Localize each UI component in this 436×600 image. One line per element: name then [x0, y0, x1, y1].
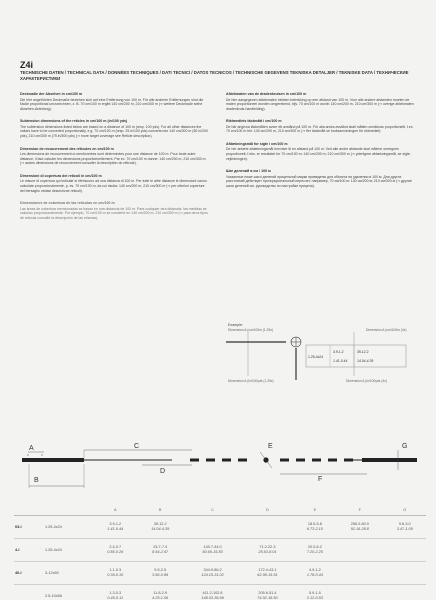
reticle-dash — [238, 459, 247, 462]
section-heading: Afdækningsmål for sigte i cm/100 m — [226, 141, 288, 146]
right-column — [226, 92, 416, 197]
table-header: B — [136, 504, 183, 516]
table-cell-g — [384, 585, 427, 600]
table-cell-g — [384, 539, 427, 562]
table-cell-e: 5.9-1.5 2.12-0.53 — [294, 585, 336, 600]
section-text: Les dimensions de recouvrement ci-mentionnées sont déterminées pour une distance de 100 m. Pour toute autre distance, il faut calculer les dimensions proportionnellement. Par ex. 70 cm/100 m donne: 140 cm/200 m, 210 cm/300 m (⇒ autres dimensions de recouvrement consulter la description du réticule). — [20, 152, 206, 166]
section-da — [226, 142, 416, 161]
table-row — [14, 562, 426, 585]
reticle-dash — [206, 459, 215, 462]
table-cell-b: 9.9-2.5 3.56-0.89 — [136, 562, 183, 585]
table-cell-e: 18.5-5.8 6.73-2.10 — [294, 516, 336, 539]
table-cell-d: 71.2-22.3 25.63-8.01 — [241, 539, 293, 562]
reticle-left-thick-bar — [22, 458, 84, 462]
example-label: Example: — [228, 323, 243, 327]
dim-a-right-label: Dimension A (cm/100m (4x) — [366, 328, 407, 332]
table-cell-f — [336, 562, 383, 585]
table-cell-d: 205.6-51.4 74.02-18.50 — [241, 585, 293, 600]
example-cell: 3.9-1.2 — [333, 350, 344, 354]
section-heading: Afdekmaten van de dradenkruisen in cm/100 m — [226, 92, 307, 96]
table-cell-f — [336, 585, 383, 600]
table-cell-model: 4-I — [14, 539, 44, 562]
section-en — [20, 119, 210, 138]
table-cell-e: 20.0-6.2 7.20-2.25 — [294, 539, 336, 562]
table-cell-magnification: 3-12x50 — [44, 562, 94, 585]
page-subtitle: TECHNISCHE DATEN / TECHNICAL DATA / DONNÉES TECHNIQUES / DATI TECNICI / DATOS TECNICOS / TECHNISCHE GEGEVENS TEKNISKA DETALJER / TEKNISKE DATA / ТЕХНИЧЕСКИЕ ХАРАКТЕРИСТИКИ — [20, 70, 409, 81]
table-cell-b: 39-12.2 14.04-4.39 — [136, 516, 183, 539]
section-text: Указанные ниже шаги делений прицельной марки приведены для объекта на удалении в 100 м. Для других расстояний действует пропорциональный пересчет, например, 70 см/100 м: 140 см/200 м; 210 см/300 м (⇒ другие шаги делений см. руководство по настройке прицела). — [226, 174, 412, 188]
section-heading: Subtension dimensions of the reticles in cm/100 m (in/100 yds) — [20, 119, 128, 124]
table-cell-a: 2.4-0.7 0.85-0.26 — [94, 539, 136, 562]
table-cell-a: 1.3-0.3 0.45-0.11 — [94, 585, 136, 600]
left-column — [20, 92, 210, 228]
table-cell-c: 140.7-44.0 50.65-15.83 — [184, 539, 241, 562]
table-header — [14, 504, 44, 516]
table-header: A — [94, 504, 136, 516]
section-text: The subtension dimensions listed below are based on a distance of 100 m (resp. 100 yds). For all other distances the values have to be converted proportionally, e.g. 70 cm/100 m (resp. 25 in/100 yds) converts into 140 cm/200 m (50 in/200 yds), 210 cm/300 m (75 in/300 yds) (⇒ more target coverage see Reticle description). — [20, 124, 208, 138]
reticle-dash — [312, 459, 321, 462]
dim-label-a: A — [29, 445, 34, 452]
table-row — [14, 516, 426, 539]
table-cell-c: 344.9-86.2 124.15-31.02 — [184, 562, 241, 585]
dim-label-f: F — [318, 476, 323, 483]
reticle-right-thick-bar — [362, 458, 417, 462]
section-text: De hier aangegeven afdekmaten hebben betrekking op een afstand van 100 m. Voor alle andere afstanden moeten de maten proportioneel worden omgerekend, bijv. 70 cm/100 m wordt: 140 cm/200 m, 210 cm/300 m (⇒ overige afdekmaten dradenkruis-handleiding). — [226, 97, 414, 111]
section-heading: Шаг делений в см / 100 м — [226, 169, 271, 174]
dim-a-top-label: Dimension A (cm/100m (1.25x) — [228, 328, 274, 332]
table-cell-e: 4.9-1.2 1.78-0.44 — [294, 562, 336, 585]
section-it — [20, 174, 210, 193]
reticle-dash — [344, 459, 353, 462]
table-cell-a: 1.1-0.3 0.39-0.10 — [94, 562, 136, 585]
section-sv — [226, 119, 416, 134]
table-header — [44, 504, 94, 516]
reticle-dash — [190, 459, 199, 462]
section-text: Le misure di copertura qui indicate si riferiscono ad una distanza di 100 m. Per tutte le altre distanze le dimensioni vanno calcolate proporzionalmente, p. es. 70 cm/100 m, da cui risulta: 140 cm/200 m; 210 cm/300 m (⇒ per ulteriori coperture del bersaglio vedasi descrizione reticoli). — [20, 179, 207, 193]
table-cell-c: 411.2-102.8 148.03-36.99 — [184, 585, 241, 600]
reticle-dash — [222, 459, 231, 462]
table-header: F — [336, 504, 383, 516]
reticle-dash — [328, 459, 337, 462]
section-heading: Dimensioni di copertura dei reticoli in cm/100 m — [20, 173, 102, 178]
reticle-dimensions-diagram — [22, 428, 417, 490]
table-cell-model — [14, 585, 44, 600]
section-ru — [226, 169, 416, 188]
section-de — [20, 92, 210, 111]
table-cell-f: 256.0-80.0 92.16-28.8 — [336, 516, 383, 539]
reticle-spec-table — [14, 504, 426, 600]
table-header: E — [294, 504, 336, 516]
table-header: G — [384, 504, 427, 516]
table-row — [14, 585, 426, 600]
section-text: De här angivna täckmåtten avser ett avstånd på 100 m. För alla andra avstånd skall måtten omräknas proportionellt, t.ex. 70 cm/100 m blir: 140 cm/200 m, 210 cm/300 m (⇒ fler täckmått se bruksanvisningen för riktmedlet). — [226, 124, 414, 134]
example-mag: 1.25-4x24 — [308, 355, 324, 359]
table-cell-model: 03-I — [14, 516, 44, 539]
dim-label-b: B — [34, 477, 39, 484]
table-cell-magnification: 2.5-10x56 — [44, 585, 94, 600]
section-text: Las áreas de cobertura mencionadas se basan en una distancia de 100 m. Para cualquier otra distancia, las medidas se calculan proporcionalmente. Por ejemplo, 70 cm/100 m se convierte en 140 cm/200 m, 210 cm/300 m (⇒ para otros tipos de retícula consulte la descripción de las mismas). — [20, 206, 208, 220]
table-cell-g: 9.6-3.0 3.47-1.09 — [384, 516, 427, 539]
table-cell-g — [384, 562, 427, 585]
example-diagram — [226, 320, 426, 384]
table-cell-f — [336, 539, 383, 562]
table-cell-b: 23.7-7.4 8.54-2.67 — [136, 539, 183, 562]
section-text: De her anførte afdækningsmål henviser til en afstand på 100 m. Ved alle andre afstande skal målene omregnes proportionelt, f.eks. er resultatet for 70 cm/100 m: 140 cm/200 m; 210 cm/300 m (⇒ yderligere afdækningsmål, se sigte-vejledningen). — [226, 147, 412, 161]
dim-label-e: E — [268, 443, 273, 450]
table-cell-model: 40-I — [14, 562, 44, 585]
reticle-dash — [280, 459, 289, 462]
section-nl — [226, 92, 416, 111]
table-cell-c — [184, 516, 241, 539]
section-heading: Dimensiones de cobertura de las retículas en cm/100 m — [20, 201, 115, 206]
dim-label-d: D — [160, 468, 166, 475]
dim-a-bottom-right-label: Dimension A (in/100yds (4x) — [346, 379, 388, 383]
table-header-row — [14, 504, 426, 516]
section-heading: Riktmedlets täckmått i cm/100 m — [226, 119, 282, 124]
section-fr — [20, 147, 210, 166]
table-cell-d — [241, 516, 293, 539]
page-title: Z4i — [20, 60, 34, 70]
table-cell-d: 172.4-43.1 62.08-15.51 — [241, 562, 293, 585]
reticle-dash — [296, 459, 305, 462]
table-cell-magnification: 1.25-4x24 — [44, 539, 94, 562]
table-row — [14, 539, 426, 562]
section-heading: Deckmaße der Absehen in cm/100 m — [20, 92, 83, 96]
section-text: Die hier angeführten Deckmaße beziehen sich auf eine Entfernung von 100 m. Für alle anderen Entfernungen sind die Maße proportional umzurechnen, z. B. 70 cm/100 m ergibt 140 cm/200 m, 210 cm/300 m (⇒ weitere Deckmaße siehe Absehen-Anleitung). — [20, 97, 204, 111]
section-heading: Dimension de recouvrement des réticules en cm/100 m — [20, 146, 114, 151]
section-es — [20, 201, 210, 220]
table-cell-magnification: 1.25-4x24 — [44, 516, 94, 539]
dim-a-bottom-left-label: Dimension A (in/100yds (1.25x) — [228, 379, 274, 383]
dim-label-g: G — [402, 443, 408, 450]
example-cell: 1.41-0.44 — [333, 359, 348, 363]
example-cell: 39-12.2 — [357, 350, 369, 354]
example-cell: 14.04-4.39 — [357, 359, 374, 363]
table-cell-b: 11.8-2.9 4.25-1.06 — [136, 585, 183, 600]
table-cell-a: 3.9-1.2 1.41-0.44 — [94, 516, 136, 539]
table-header: D — [241, 504, 293, 516]
dim-label-c: C — [134, 443, 140, 450]
table-header: C — [184, 504, 241, 516]
